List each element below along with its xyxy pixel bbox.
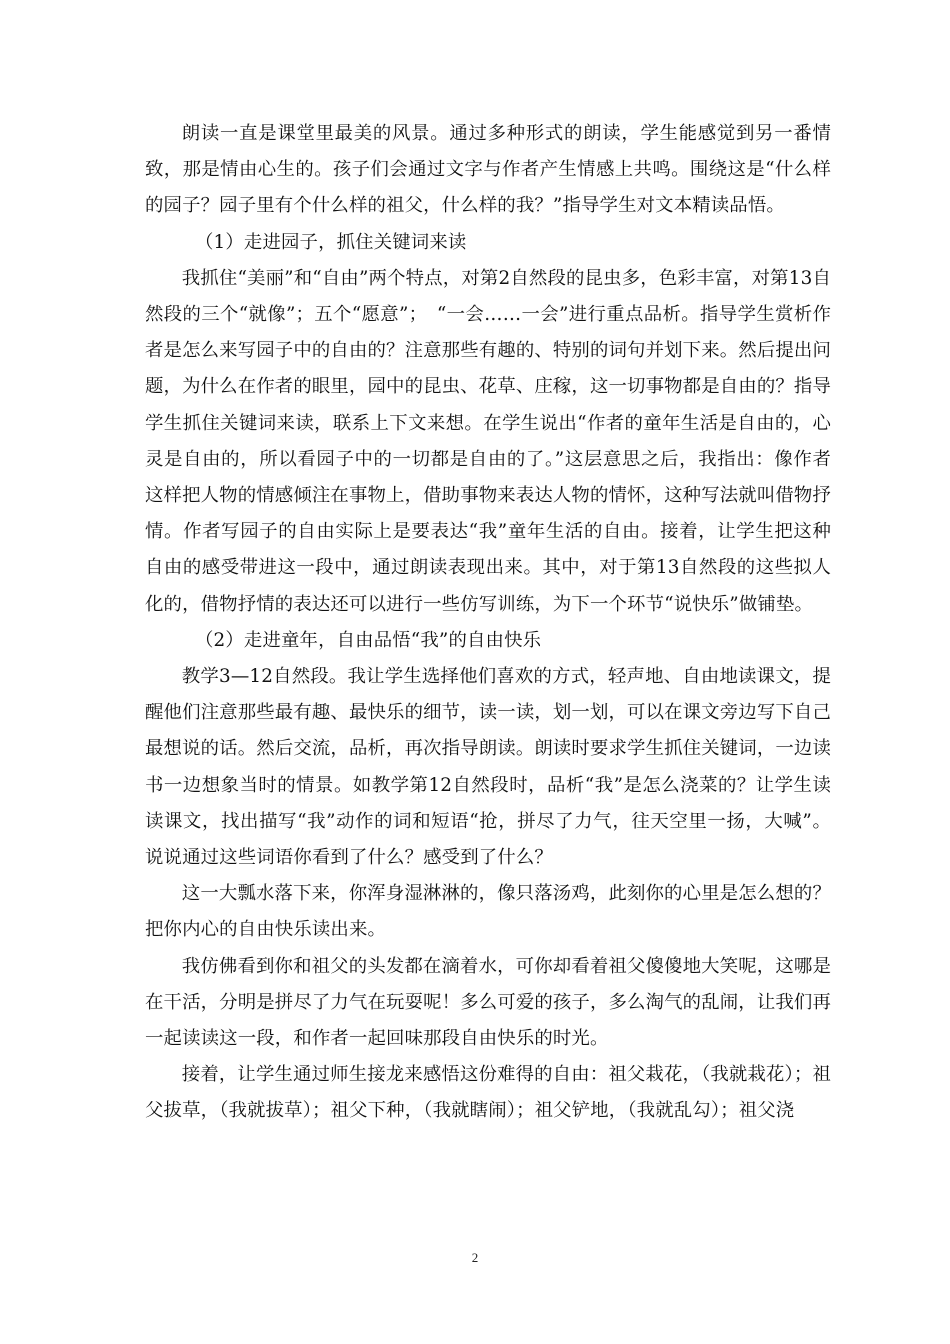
paragraph-relay-reading: 接着，让学生通过师生接龙来感悟这份难得的自由：祖父栽花，（我就栽花）；祖父拔草，（我就拔草）；祖父下种，（我就瞎闹）；祖父铲地，（我就乱勾）；祖父浇 bbox=[145, 1064, 831, 1122]
section-heading-garden: （1）走进园子，抓住关键词来读 bbox=[195, 231, 467, 253]
paragraph-childhood-teaching: 教学3—12自然段。我让学生选择他们喜欢的方式，轻声地、自由地读课文，提醒他们注意那些最有趣、最快乐的细节，读一读，划一划，可以在课文旁边写下自己最想说的话。然后交流，品析，再次指导朗读。朗读时要求学生抓住关键词，一边读书一边想象当时的情景。如教学第12自然段时，品析“我”是怎么浇菜的？让学生读读课文，找出描写“我”动作的词和短语“抢，拼尽了力气，往天空里一扬，大喊”。说说通过这些词语你看到了什么？感受到了什么？ bbox=[145, 666, 832, 869]
paragraph-garden-analysis: 我抓住“美丽”和“自由”两个特点，对第2自然段的昆虫多，色彩丰富，对第13自然段的三个“就像”；五个“愿意”； “一会……一会”进行重点品析。指导学生赏析作者是怎么来写园子中的自由的？注意那些有趣的、特别的词句并划下来。然后提出问题，为什么在作者的眼里，园中的昆虫、花草、庄稼，这一切事物都是自由的？指导学生抓住关键词来读，联系上下文来想。在学生说出“作者的童年生活是自由的，心灵是自由的，所以看园子中的一切都是自由的了。”这层意思之后，我指出：像作者这样把人物的情感倾注在事物上，借助事物来表达人物的情怀，这种写法就叫借物抒情。作者写园子的自由实际上是要表达“我”童年生活的自由。接着，让学生把这种自由的感受带进这一段中，通过朗读表现出来。其中，对于第13自然段的这些拟人化的，借物抒情的表达还可以进行一些仿写训练，为下一个环节“说快乐”做铺垫。 bbox=[145, 267, 832, 615]
section-heading-childhood: （2）走进童年，自由品悟“我”的自由快乐 bbox=[195, 629, 542, 651]
document-body bbox=[145, 116, 831, 1130]
page-number: 2 bbox=[471, 1250, 479, 1265]
paragraph-grandfather-laugh: 我仿佛看到你和祖父的头发都在滴着水，可你却看着祖父傻傻地大笑呢，这哪是在干活，分明是拼尽了力气在玩耍呢！多么可爱的孩子，多么淘气的乱闹，让我们再一起读读这一段，和作者一起回味那段自由快乐的时光。 bbox=[145, 955, 832, 1050]
paragraph-water-scene: 这一大瓢水落下来，你浑身湿淋淋的，像只落汤鸡，此刻你的心里是怎么想的？把你内心的自由快乐读出来。 bbox=[145, 883, 831, 941]
paragraph-reading-intro: 朗读一直是课堂里最美的风景。通过多种形式的朗读，学生能感觉到另一番情致，那是情由心生的。孩子们会通过文字与作者产生情感上共鸣。围绕这是“什么样的园子？园子里有个什么样的祖父，什么样的我？”指导学生对文本精读品悟。 bbox=[145, 123, 831, 217]
